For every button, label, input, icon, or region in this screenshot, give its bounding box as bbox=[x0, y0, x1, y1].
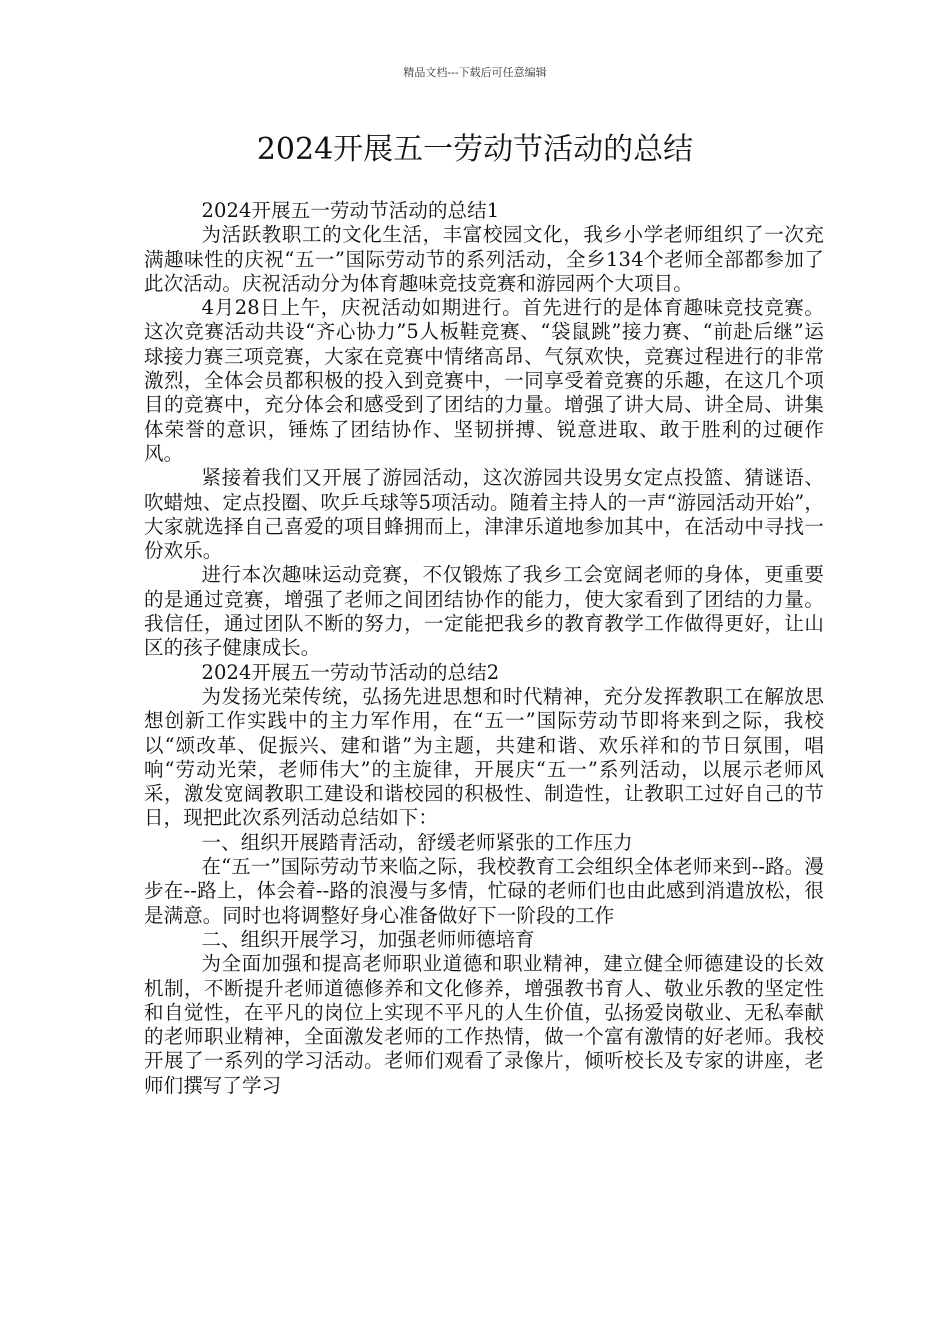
section-heading-1: 2024开展五一劳动节活动的总结1 bbox=[201, 199, 500, 222]
document-title: 2024开展五一劳动节活动的总结 bbox=[256, 132, 694, 167]
paragraph: 为发扬光荣传统，弘扬先进思想和时代精神，充分发挥教职工在解放思想创新工作实践中的主力军作用，在“五一”国际劳动节即将来到之际，我校以“颂改革、促振兴、建和谐”为主题，共建和谐、欢乐祥和的节日氛围，唱响“劳动光荣，老师伟大”的主旋律，开展庆“五一”系列活动，以展示老师风采，激发宽阔教职工建设和谐校园的积极性、制造性，让教职工过好自己的节日，现把此次系列活动总结如下： bbox=[144, 684, 824, 830]
section-heading-2: 2024开展五一劳动节活动的总结2 bbox=[201, 660, 500, 684]
subsection-heading-1: 一、组织开展踏青活动，舒缓老师紧张的工作压力 bbox=[201, 830, 633, 854]
paragraph: 4月28日上午，庆祝活动如期进行。首先进行的是体育趣味竞技竞赛。这次竞赛活动共设“齐心协力”5人板鞋竞赛、“袋鼠跳”接力赛、“前赴后继”运球接力赛三项竞赛，大家在竞赛中情绪高昂、气氛欢快，竞赛过程进行的非常激烈，全体会员都积极的投入到竞赛中，一同享受着竞赛的乐趣，在这几个项目的竞赛中，充分体会和感受到了团结的力量。增强了讲大局、讲全局、讲集体荣誉的意识，锤炼了团结协作、坚韧拼搏、锐意进取、敢于胜利的过硬作风。 bbox=[144, 296, 824, 465]
paragraph: 为活跃教职工的文化生活，丰富校园文化，我乡小学老师组织了一次充满趣味性的庆祝“五一”国际劳动节的系列活动，全乡134个老师全部都参加了此次活动。庆祝活动分为体育趣味竞技竞赛和游园两个大项目。 bbox=[144, 223, 824, 295]
page-header-note: 精品文档---下载后可任意编辑 bbox=[403, 66, 547, 79]
paragraph: 紧接着我们又开展了游园活动，这次游园共设男女定点投篮、猜谜语、吹蜡烛、定点投圈、吹乒乓球等5项活动。随着主持人的一声“游园活动开始”，大家就选择自己喜爱的项目蜂拥而上，津津乐道地参加其中，在活动中寻找一份欢乐。 bbox=[144, 466, 824, 563]
document-body bbox=[144, 199, 824, 1098]
paragraph: 在“五一”国际劳动节来临之际，我校教育工会组织全体老师来到--路。漫步在--路上，体会着--路的浪漫与多情，忙碌的老师们也由此感到消遣放松，很是满意。同时也将调整好身心准备做好下一阶段的工作 bbox=[144, 855, 824, 927]
paragraph: 为全面加强和提高老师职业道德和职业精神，建立健全师德建设的长效机制，不断提升老师道德修养和文化修养，增强教书育人、敬业乐教的坚定性和自觉性，在平凡的岗位上实现不平凡的人生价值，弘扬爱岗敬业、无私奉献的老师职业精神，全面激发老师的工作热情，做一个富有激情的好老师。我校开展了一系列的学习活动。老师们观看了录像片，倾听校长及专家的讲座，老师们撰写了学习 bbox=[144, 952, 824, 1097]
paragraph: 进行本次趣味运动竞赛，不仅锻炼了我乡工会宽阔老师的身体，更重要的是通过竞赛，增强了老师之间团结协作的能力，使大家看到了团结的力量。我信任，通过团队不断的努力，一定能把我乡的教育教学工作做得更好，让山区的孩子健康成长。 bbox=[144, 563, 824, 660]
subsection-heading-2: 二、组织开展学习，加强老师师德培育 bbox=[201, 927, 535, 951]
